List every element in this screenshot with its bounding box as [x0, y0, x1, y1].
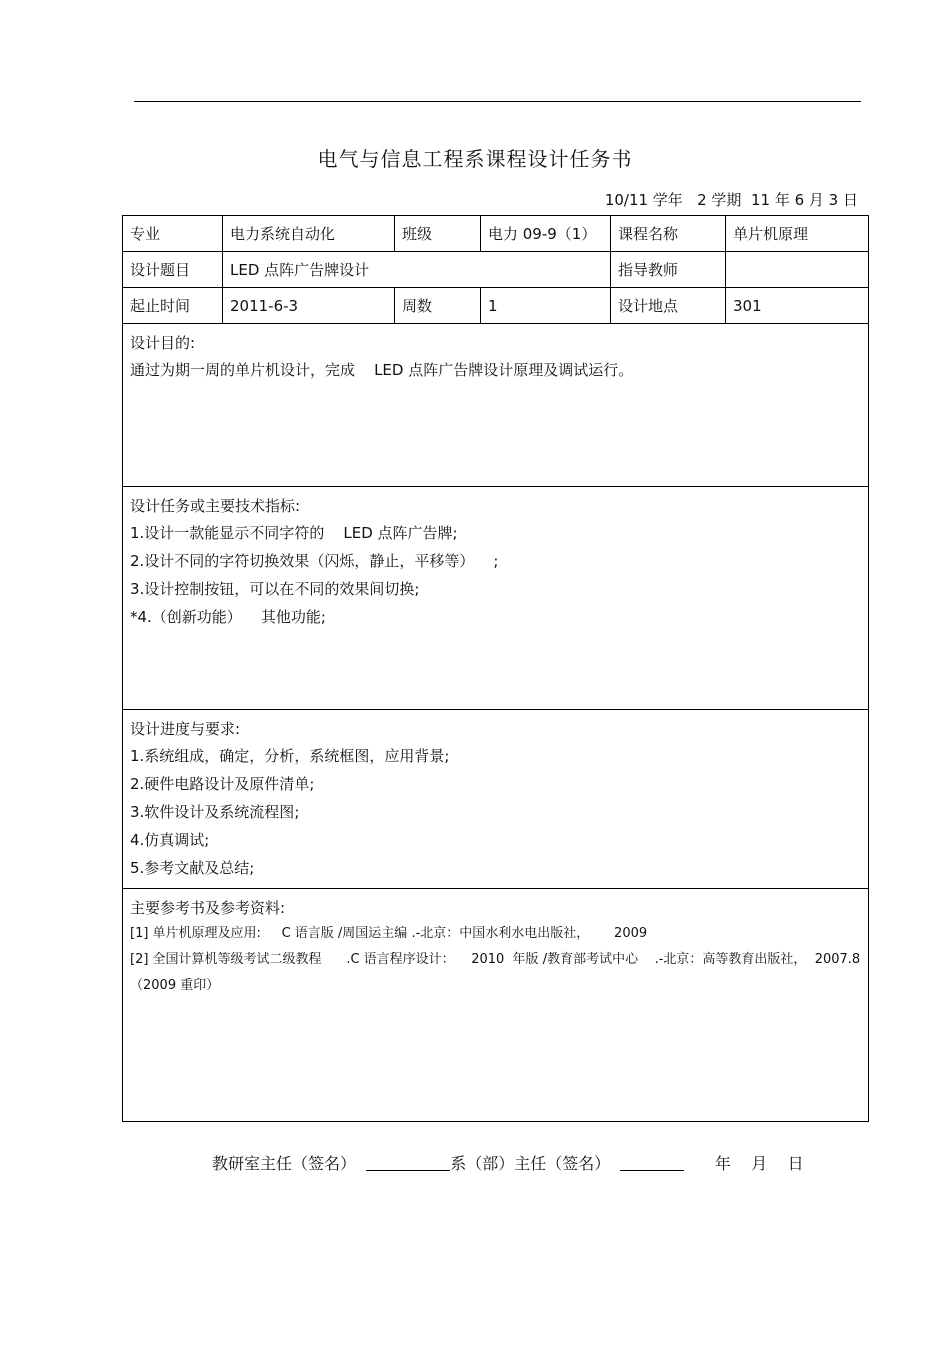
- dept-director-signature-blank[interactable]: [620, 1154, 684, 1171]
- task-form-table: [122, 215, 869, 1122]
- info-row-schedule: [123, 288, 869, 324]
- progress-item: 1.系统组成，确定，分析，系统框图，应用背景;: [130, 747, 450, 765]
- label-course: 课程名称: [611, 216, 726, 252]
- references-heading: 主要参考书及参考资料:: [130, 899, 286, 917]
- task-item: 1.设计一款能显示不同字符的 LED 点阵广告牌;: [130, 524, 458, 542]
- task-item: 3.设计控制按钮，可以在不同的效果间切换;: [130, 580, 420, 598]
- top-rule: [134, 101, 861, 102]
- progress-heading: 设计进度与要求:: [130, 720, 241, 738]
- label-major: 专业: [123, 216, 223, 252]
- label-weeks: 周数: [395, 288, 481, 324]
- progress-item: 4.仿真调试;: [130, 831, 210, 849]
- progress-section: [123, 710, 869, 889]
- term-date: 11 年 6 月 3 日: [750, 191, 858, 209]
- info-row-major: [123, 216, 869, 252]
- term-year: 10/11 学年: [604, 191, 683, 209]
- label-topic: 设计题目: [123, 252, 223, 288]
- value-period: 2011-6-3: [223, 288, 395, 324]
- value-topic: LED 点阵广告牌设计: [223, 252, 611, 288]
- reference-item: [2] 全国计算机等级考试二级教程 .C 语言程序设计： 2010 年版 /教育部考试中心 .-北京：高等教育出版社， 2007.8（2009 重印）: [130, 952, 861, 993]
- sign-year: 年: [714, 1154, 731, 1173]
- purpose-line: 通过为期一周的单片机设计，完成 LED 点阵广告牌设计原理及调试运行。: [130, 361, 634, 379]
- progress-item: 5.参考文献及总结;: [130, 859, 255, 877]
- lab-director-signature-blank[interactable]: [366, 1154, 450, 1171]
- purpose-section: [123, 324, 869, 487]
- references-section: [123, 889, 869, 1122]
- dept-director-signature-label: 系（部）主任（签名）: [450, 1154, 611, 1173]
- reference-item: [1] 单片机原理及应用: C 语言版 /周国运主编 .-北京：中国水利水电出版社， 2009: [130, 926, 648, 941]
- label-location: 设计地点: [611, 288, 726, 324]
- value-advisor: [726, 252, 869, 288]
- task-item: 2.设计不同的字符切换效果（闪烁，静止，平移等） ;: [130, 552, 499, 570]
- task-item: *4.（创新功能） 其他功能;: [130, 608, 326, 626]
- tasks-section: [123, 487, 869, 710]
- term-line: [605, 189, 858, 210]
- value-course: 单片机原理: [726, 216, 869, 252]
- progress-item: 2.硬件电路设计及原件清单;: [130, 775, 315, 793]
- label-class: 班级: [395, 216, 481, 252]
- value-major: 电力系统自动化: [223, 216, 395, 252]
- info-row-topic: [123, 252, 869, 288]
- signature-row: [212, 1151, 804, 1174]
- label-advisor: 指导教师: [611, 252, 726, 288]
- term-semester: 2 学期: [697, 191, 742, 209]
- sign-day: 日: [787, 1154, 804, 1173]
- lab-director-signature-label: 教研室主任（签名）: [212, 1154, 357, 1173]
- progress-item: 3.软件设计及系统流程图;: [130, 803, 300, 821]
- value-location: 301: [726, 288, 869, 324]
- sign-month: 月: [751, 1154, 768, 1173]
- value-weeks: 1: [481, 288, 611, 324]
- tasks-heading: 设计任务或主要技术指标:: [130, 497, 301, 515]
- purpose-heading: 设计目的:: [130, 334, 196, 352]
- label-period: 起止时间: [123, 288, 223, 324]
- page-title: 电气与信息工程系课程设计任务书: [317, 147, 633, 171]
- value-class: 电力 09-9（1）: [481, 216, 611, 252]
